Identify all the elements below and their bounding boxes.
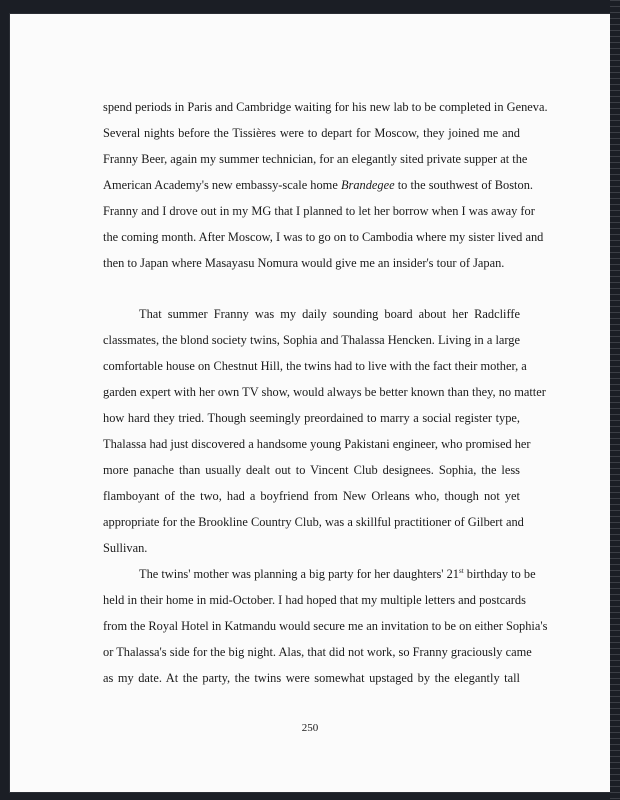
text-line: from the Royal Hotel in Katmandu would secure me an invitation to be on either Sophia's <box>103 619 548 633</box>
scanner-edge-strip <box>610 0 620 800</box>
text-line: appropriate for the Brookline Country Club, was a skillful practitioner of Gilbert and <box>103 515 524 529</box>
text-line: spend periods in Paris and Cambridge waiting for his new lab to be completed in Geneva. <box>103 100 548 114</box>
text-line: flamboyant of the two, had a boyfriend from New Orleans who, though not yet <box>103 489 520 503</box>
text-segment: birthday to be <box>466 567 536 581</box>
italic-term: Brandegee <box>340 178 395 192</box>
text-line: Thalassa had just discovered a handsome young Pakistani engineer, who promised her <box>103 437 531 451</box>
text-line: Franny and I drove out in my MG that I planned to let her borrow when I was away for <box>103 204 535 218</box>
text-line: or Thalassa's side for the big night. Alas, that did not work, so Franny graciously came <box>103 645 532 659</box>
text-line: how hard they tried. Though seemingly preordained to marry a social register type, <box>103 411 520 425</box>
paragraph-1 <box>103 94 548 276</box>
text-segment: American Academy's new embassy-scale home <box>103 178 338 192</box>
text-line: Several nights before the Tissières were to depart for Moscow, they joined me and <box>103 126 520 140</box>
text-line: held in their home in mid-October. I had hoped that my multiple letters and postcards <box>103 593 526 607</box>
text-line: That summer Franny was my daily sounding board about her Radcliffe <box>139 307 520 321</box>
text-line: classmates, the blond society twins, Sophia and Thalassa Hencken. Living in a large <box>103 333 520 347</box>
text-line: more panache than usually dealt out to Vincent Club designees. Sophia, the less <box>103 463 520 477</box>
paragraph-3 <box>103 561 548 691</box>
paragraph-spacer <box>103 276 520 301</box>
page-number: 250 <box>301 722 319 734</box>
text-line-with-italic <box>103 172 533 198</box>
text-line: garden expert with her own TV show, would always be better known than they, no matter <box>103 385 546 399</box>
text-line-with-superscript <box>103 561 536 587</box>
text-segment: The twins' mother was planning a big party for her daughters' 21 <box>139 567 460 581</box>
body-text <box>103 94 548 691</box>
text-line: comfortable house on Chestnut Hill, the twins had to live with the fact their mother, a <box>103 359 527 373</box>
text-line: as my date. At the party, the twins were somewhat upstaged by the elegantly tall <box>103 671 520 685</box>
text-line: Franny Beer, again my summer technician, for an elegantly sited private supper at the <box>103 152 528 166</box>
text-line: then to Japan where Masayasu Nomura would give me an insider's tour of Japan. <box>103 256 505 270</box>
text-line: Sullivan. <box>103 541 148 555</box>
text-line: the coming month. After Moscow, I was to go on to Cambodia where my sister lived and <box>103 230 544 244</box>
paragraph-2 <box>103 301 546 561</box>
text-segment: to the southwest of Boston. <box>397 178 533 192</box>
superscript: st <box>459 567 464 575</box>
